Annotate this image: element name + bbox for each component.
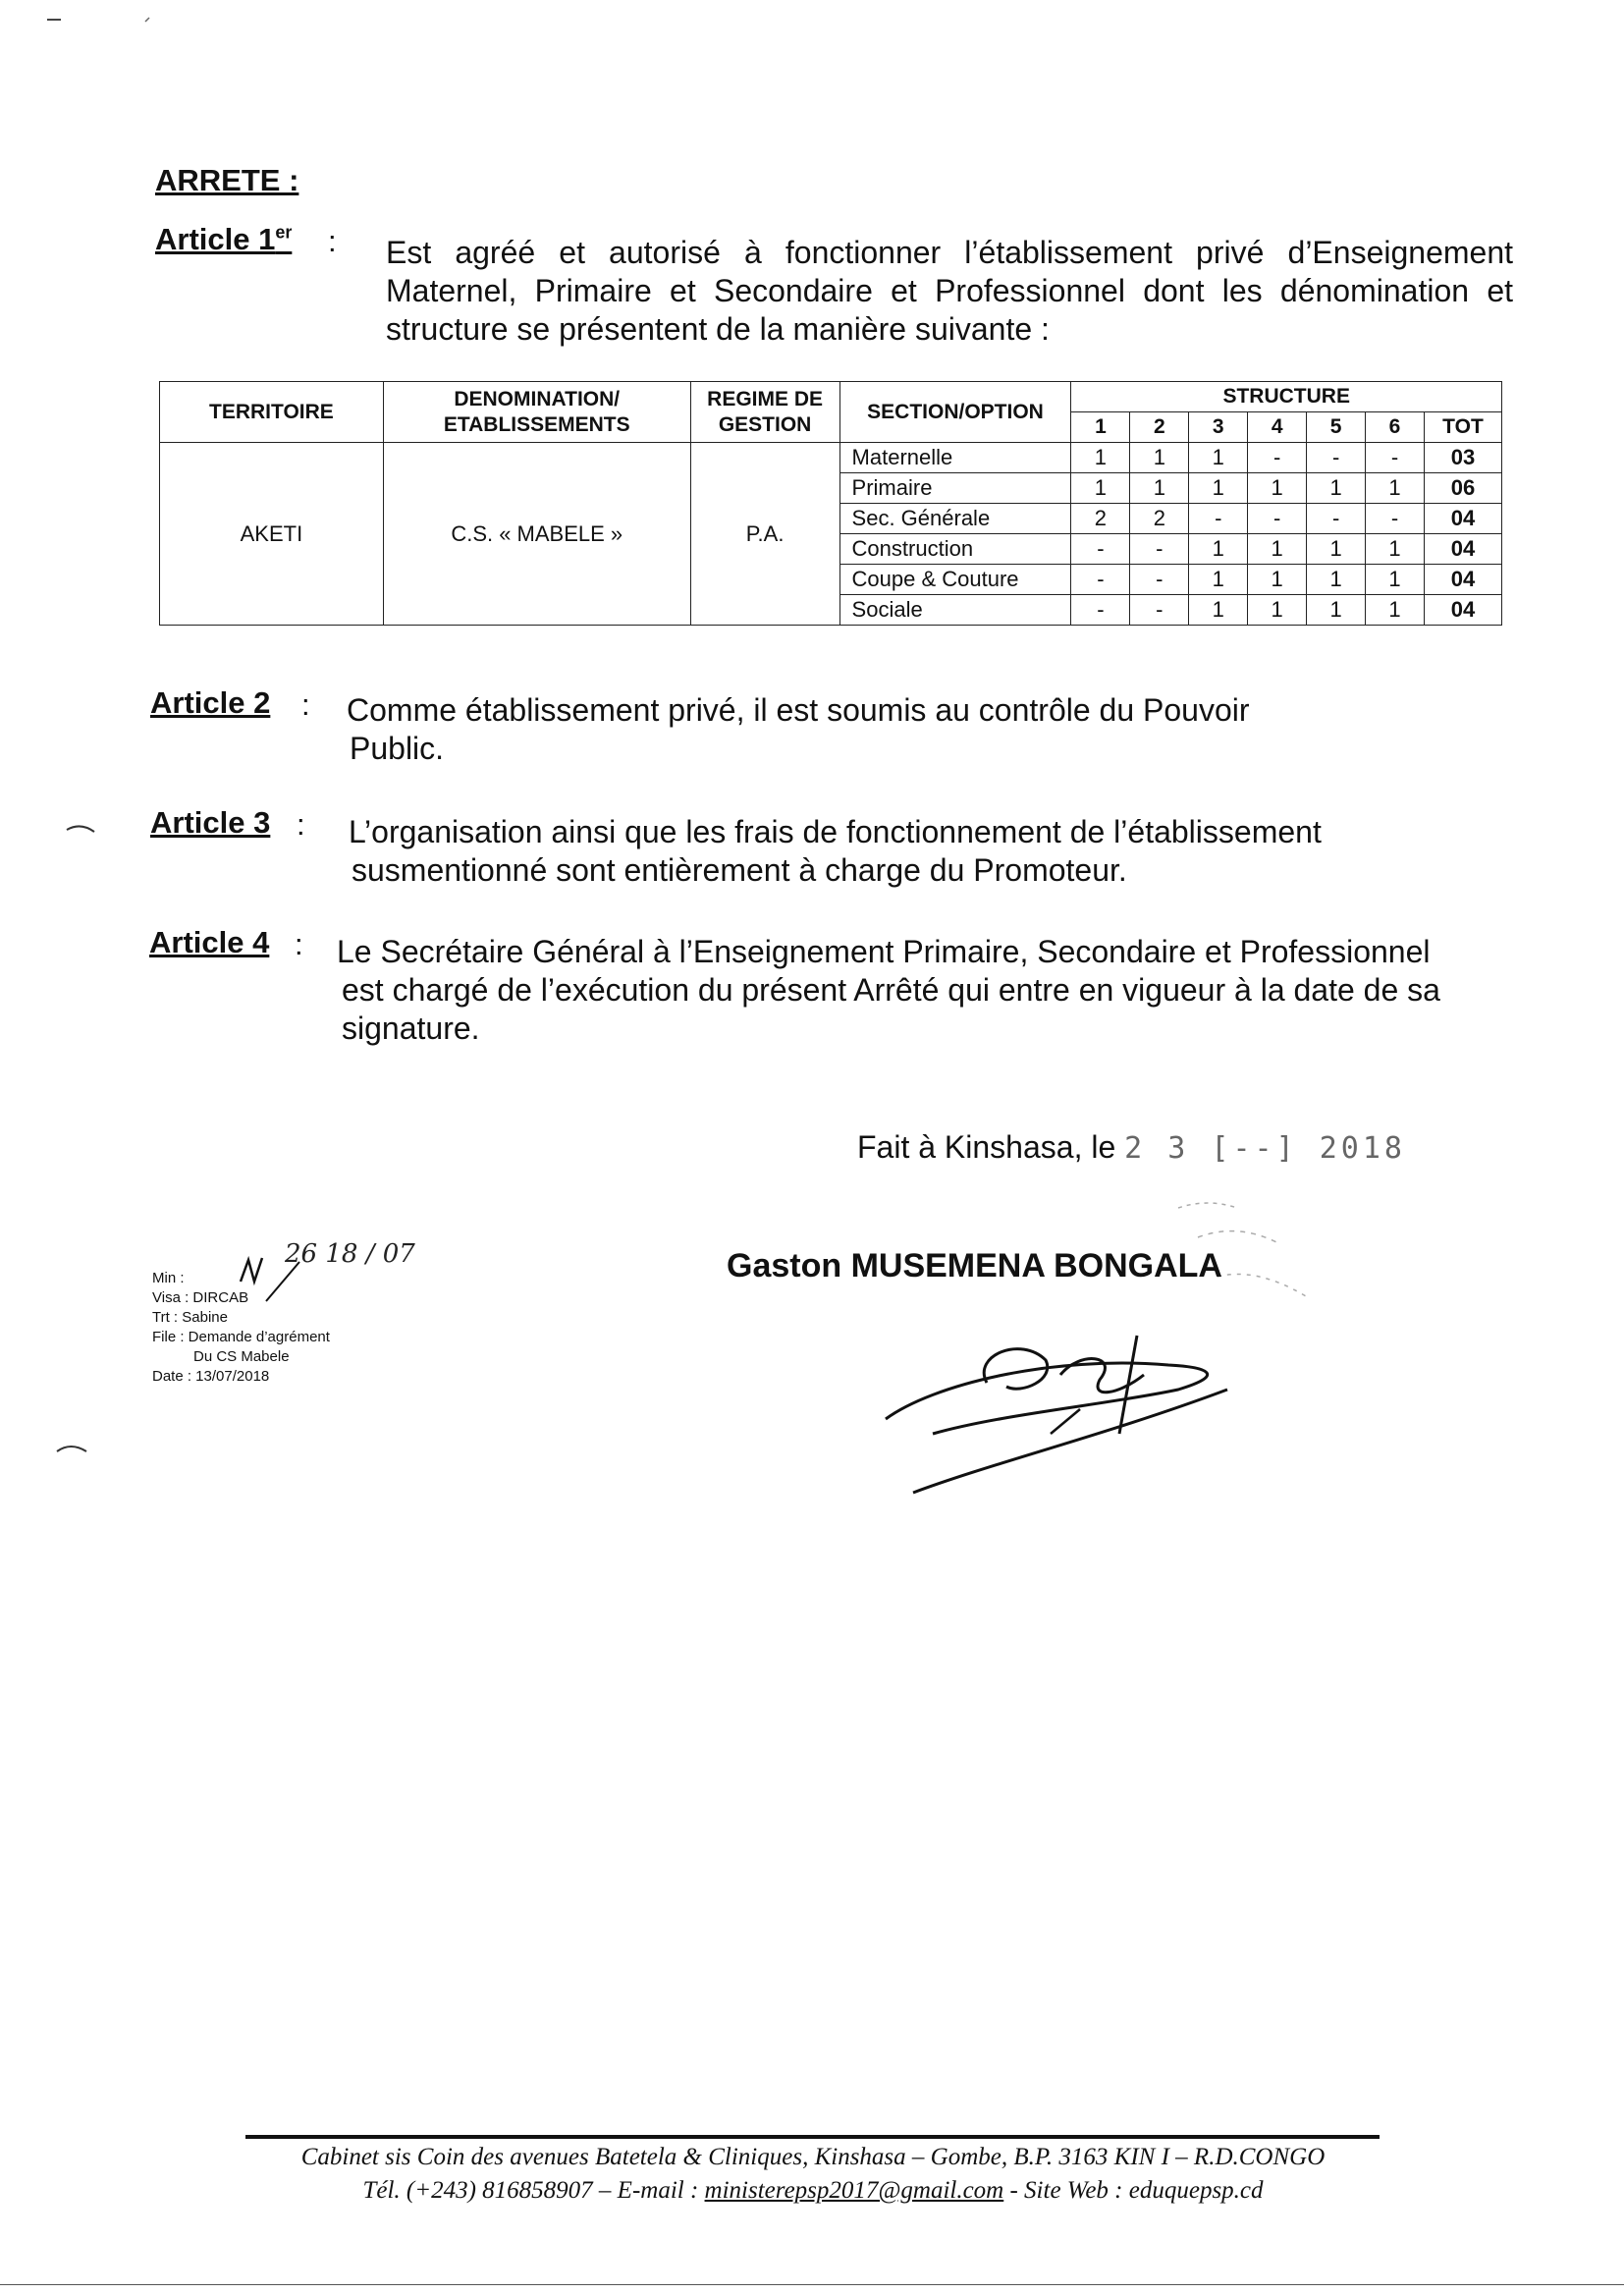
article-1-line: structure se présentent de la manière suivante : [386, 311, 1050, 347]
table-row [160, 443, 1502, 473]
cell-value: - [1189, 504, 1248, 534]
cell-section: Coupe & Couture [839, 565, 1071, 595]
footer-website: - Site Web : eduquepsp.cd [1003, 2177, 1264, 2204]
article-3-colon: : [297, 807, 305, 842]
place-text: Fait à Kinshasa, le [857, 1129, 1116, 1165]
article-1-line: Maternel, Primaire et Secondaire et Professionnel dont les dénomination et [386, 273, 1513, 308]
cell-value: - [1307, 443, 1366, 473]
article-4-label: Article 4 [149, 925, 270, 959]
header-territoire: TERRITOIRE [160, 382, 384, 443]
article-2-text [347, 691, 1476, 768]
initials-date: Date : 13/07/2018 [152, 1368, 270, 1385]
cell-total: 04 [1424, 504, 1501, 534]
signature-icon [874, 1306, 1286, 1502]
initials-visa: Visa : DIRCAB [152, 1289, 249, 1306]
header-structure: STRUCTURE [1071, 382, 1502, 412]
initials-min: Min : [152, 1270, 185, 1286]
article-1-colon: : [328, 224, 337, 258]
article-3-line: susmentionné sont entièrement à charge du Promoteur. [352, 852, 1127, 888]
cell-regime: P.A. [690, 443, 839, 626]
footer-address [253, 2141, 1373, 2208]
header-section: SECTION/OPTION [839, 382, 1071, 443]
cell-value: 1 [1366, 473, 1425, 504]
table-header-row [160, 382, 1502, 412]
footer-line-2 [253, 2174, 1373, 2208]
header-col-4: 4 [1248, 412, 1307, 443]
article-2-line: Public. [350, 731, 445, 766]
article-2-colon: : [301, 687, 310, 722]
cell-total: 04 [1424, 595, 1501, 626]
cell-value: - [1307, 504, 1366, 534]
handwritten-note: 26 18 / 07 [285, 1239, 415, 1269]
article-2-label: Article 2 [150, 685, 271, 720]
article-3-line: L’organisation ainsi que les frais de fonctionnement de l’établissement [349, 814, 1322, 849]
cell-value: - [1366, 443, 1425, 473]
cell-total: 06 [1424, 473, 1501, 504]
article-4-colon: : [295, 927, 303, 961]
cell-value: 2 [1071, 504, 1130, 534]
cell-value: - [1071, 565, 1130, 595]
article-2-line: Comme établissement privé, il est soumis au contrôle du Pouvoir [347, 692, 1250, 728]
decree-heading: ARRETE : [155, 163, 299, 197]
header-regime: REGIME DE GESTION [690, 382, 839, 443]
header-col-1: 1 [1071, 412, 1130, 443]
header-col-5: 5 [1307, 412, 1366, 443]
cell-value: 1 [1189, 595, 1248, 626]
handwritten-date: 2 3 [--] 2018 [1124, 1131, 1406, 1166]
header-col-2: 2 [1130, 412, 1189, 443]
cell-value: 1 [1189, 443, 1248, 473]
cell-value: 1 [1130, 443, 1189, 473]
article-1-label [155, 222, 292, 257]
cell-section: Primaire [839, 473, 1071, 504]
cell-value: 1 [1071, 473, 1130, 504]
cell-value: 1 [1189, 473, 1248, 504]
cell-value: - [1130, 595, 1189, 626]
footer-rule [245, 2135, 1380, 2139]
article-1-line: Est agréé et autorisé à fonctionner l’établissement privé d’Enseignement [386, 235, 1513, 270]
article-3-label: Article 3 [150, 805, 271, 840]
cell-value: - [1130, 534, 1189, 565]
cell-value: 1 [1189, 565, 1248, 595]
article-4-line: Le Secrétaire Général à l’Enseignement Primaire, Secondaire et Professionnel [337, 934, 1431, 969]
bottom-rule [0, 2284, 1624, 2285]
cell-total: 04 [1424, 565, 1501, 595]
cell-value: 1 [1130, 473, 1189, 504]
article-1-superscript: er [275, 222, 293, 243]
cell-value: - [1071, 534, 1130, 565]
cell-value: 1 [1248, 473, 1307, 504]
article-4-line: signature. [342, 1010, 480, 1046]
cell-value: - [1248, 443, 1307, 473]
cell-section: Construction [839, 534, 1071, 565]
cell-value: - [1366, 504, 1425, 534]
footer-line-1: Cabinet sis Coin des avenues Batetela & Cliniques, Kinshasa – Gombe, B.P. 3163 KIN I – R.D.CONGO [300, 2144, 1326, 2170]
article-4-line: est chargé de l’exécution du présent Arrêté qui entre en vigueur à la date de sa [342, 972, 1440, 1008]
cell-value: 1 [1307, 534, 1366, 565]
structure-table [159, 381, 1502, 626]
initials-trt: Trt : Sabine [152, 1309, 228, 1326]
cell-value: - [1071, 595, 1130, 626]
header-col-tot: TOT [1424, 412, 1501, 443]
article-1-text [386, 234, 1513, 349]
place-date-line [857, 1129, 1406, 1166]
cell-value: 1 [1366, 565, 1425, 595]
cell-value: 1 [1307, 595, 1366, 626]
cell-value: 1 [1248, 595, 1307, 626]
cell-total: 04 [1424, 534, 1501, 565]
cell-denomination: C.S. « MABELE » [383, 443, 690, 626]
cell-territoire: AKETI [160, 443, 384, 626]
initials-block [152, 1269, 330, 1387]
cell-value: 1 [1248, 565, 1307, 595]
cell-value: 1 [1307, 565, 1366, 595]
header-col-6: 6 [1366, 412, 1425, 443]
cell-value: 1 [1071, 443, 1130, 473]
footer-phone: Tél. (+243) 816858907 – E-mail : [362, 2177, 705, 2204]
initials-file-2: Du CS Mabele [193, 1348, 290, 1365]
cell-total: 03 [1424, 443, 1501, 473]
cell-section: Sociale [839, 595, 1071, 626]
cell-section: Maternelle [839, 443, 1071, 473]
cell-value: - [1248, 504, 1307, 534]
article-4-text [337, 933, 1515, 1048]
stamp-marks [1159, 1169, 1335, 1306]
article-1-label-text: Article 1 [155, 222, 276, 256]
header-denomination: DENOMINATION/ ETABLISSEMENTS [383, 382, 690, 443]
cell-value: 1 [1366, 534, 1425, 565]
footer-email-link[interactable]: ministerepsp2017@gmail.com [704, 2177, 1004, 2204]
cell-value: 1 [1189, 534, 1248, 565]
article-3-text [349, 813, 1478, 890]
cell-section: Sec. Générale [839, 504, 1071, 534]
initials-file: File : Demande d’agrément [152, 1329, 330, 1345]
cell-value: 2 [1130, 504, 1189, 534]
cell-value: 1 [1307, 473, 1366, 504]
signatory-name: Gaston MUSEMENA BONGALA [727, 1247, 1222, 1284]
cell-value: - [1130, 565, 1189, 595]
header-col-3: 3 [1189, 412, 1248, 443]
cell-value: 1 [1248, 534, 1307, 565]
cell-value: 1 [1366, 595, 1425, 626]
